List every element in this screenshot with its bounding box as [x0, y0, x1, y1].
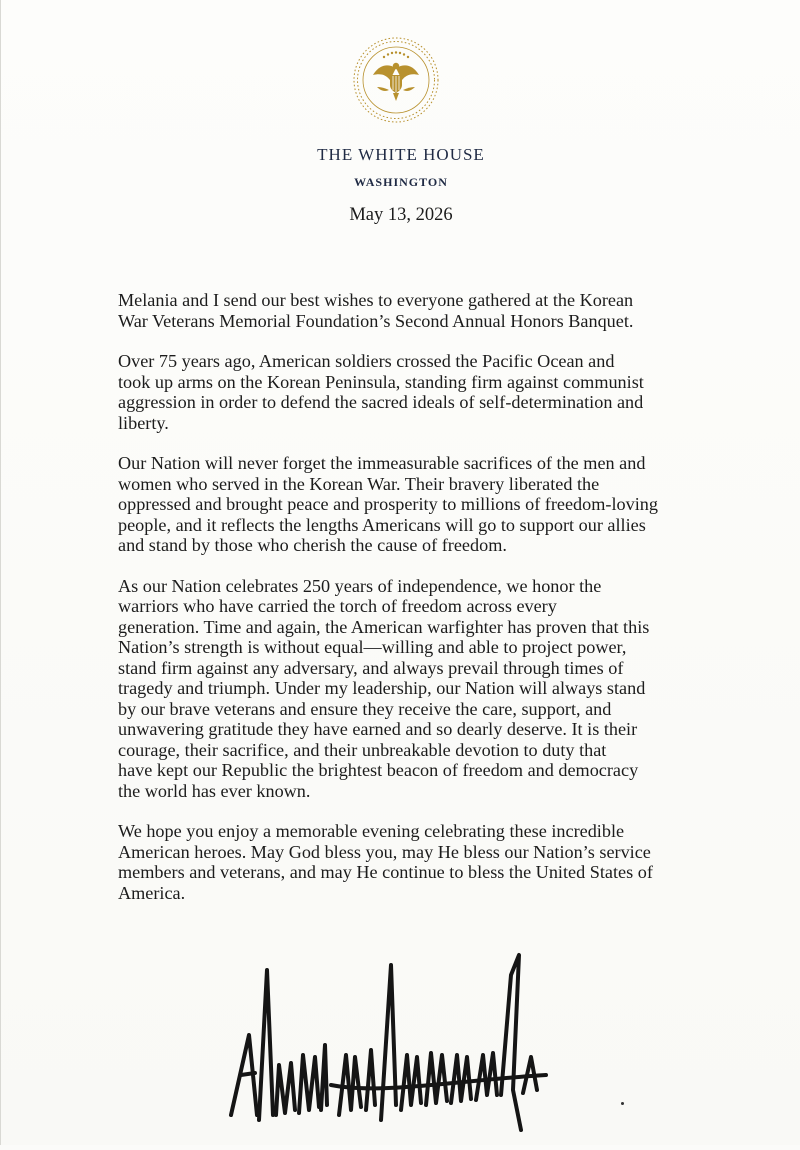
- paragraph-2: Over 75 years ago, American soldiers crossed the Pacific Ocean and took up arms on the Korean Peninsula, standing firm against communist aggression in order to defend the sacred ideals of self-determination and liberty.: [118, 351, 644, 433]
- paragraph-5: We hope you enjoy a memorable evening celebrating these incredible American heroes. May God bless you, may He bless our Nation’s service members and veterans, and may He continue to bless the United States of America.: [118, 821, 653, 903]
- letterhead-city: WASHINGTON: [354, 175, 448, 189]
- letter-date: May 13, 2026: [349, 205, 453, 225]
- paragraph-3: Our Nation will never forget the immeasurable sacrifices of the men and women who served in the Korean War. Their bravery liberated the oppressed and brought peace and prosperity to millions of freedom-loving people, and it reflects the lengths Americans will go to support our allies and stand by those who cherish the cause of freedom.: [118, 453, 658, 555]
- letterhead-title: THE WHITE HOUSE: [317, 145, 485, 164]
- ink-dot: [621, 1102, 624, 1105]
- handwritten-signature-icon: [221, 945, 561, 1145]
- letter-body: [118, 290, 698, 923]
- paragraph-1: Melania and I send our best wishes to everyone gathered at the Korean War Veterans Memorial Foundation’s Second Annual Honors Banquet.: [118, 290, 634, 331]
- paragraph-4: As our Nation celebrates 250 years of independence, we honor the warriors who have carried the torch of freedom across every generation. Time and again, the American warfighter has proven that this Nation’s strength is without equal—willing and able to project power, stand firm against any adversary, and always prevail through times of tragedy and triumph. Under my leadership, our Nation will always stand by our brave veterans and ensure they receive the care, support, and unwavering gratitude they have earned and so dearly deserve. It is their courage, their sacrifice, and their unbreakable devotion to duty that have kept our Republic the brightest beacon of freedom and democracy the world has ever known.: [118, 575, 650, 801]
- presidential-seal-icon: [351, 35, 441, 125]
